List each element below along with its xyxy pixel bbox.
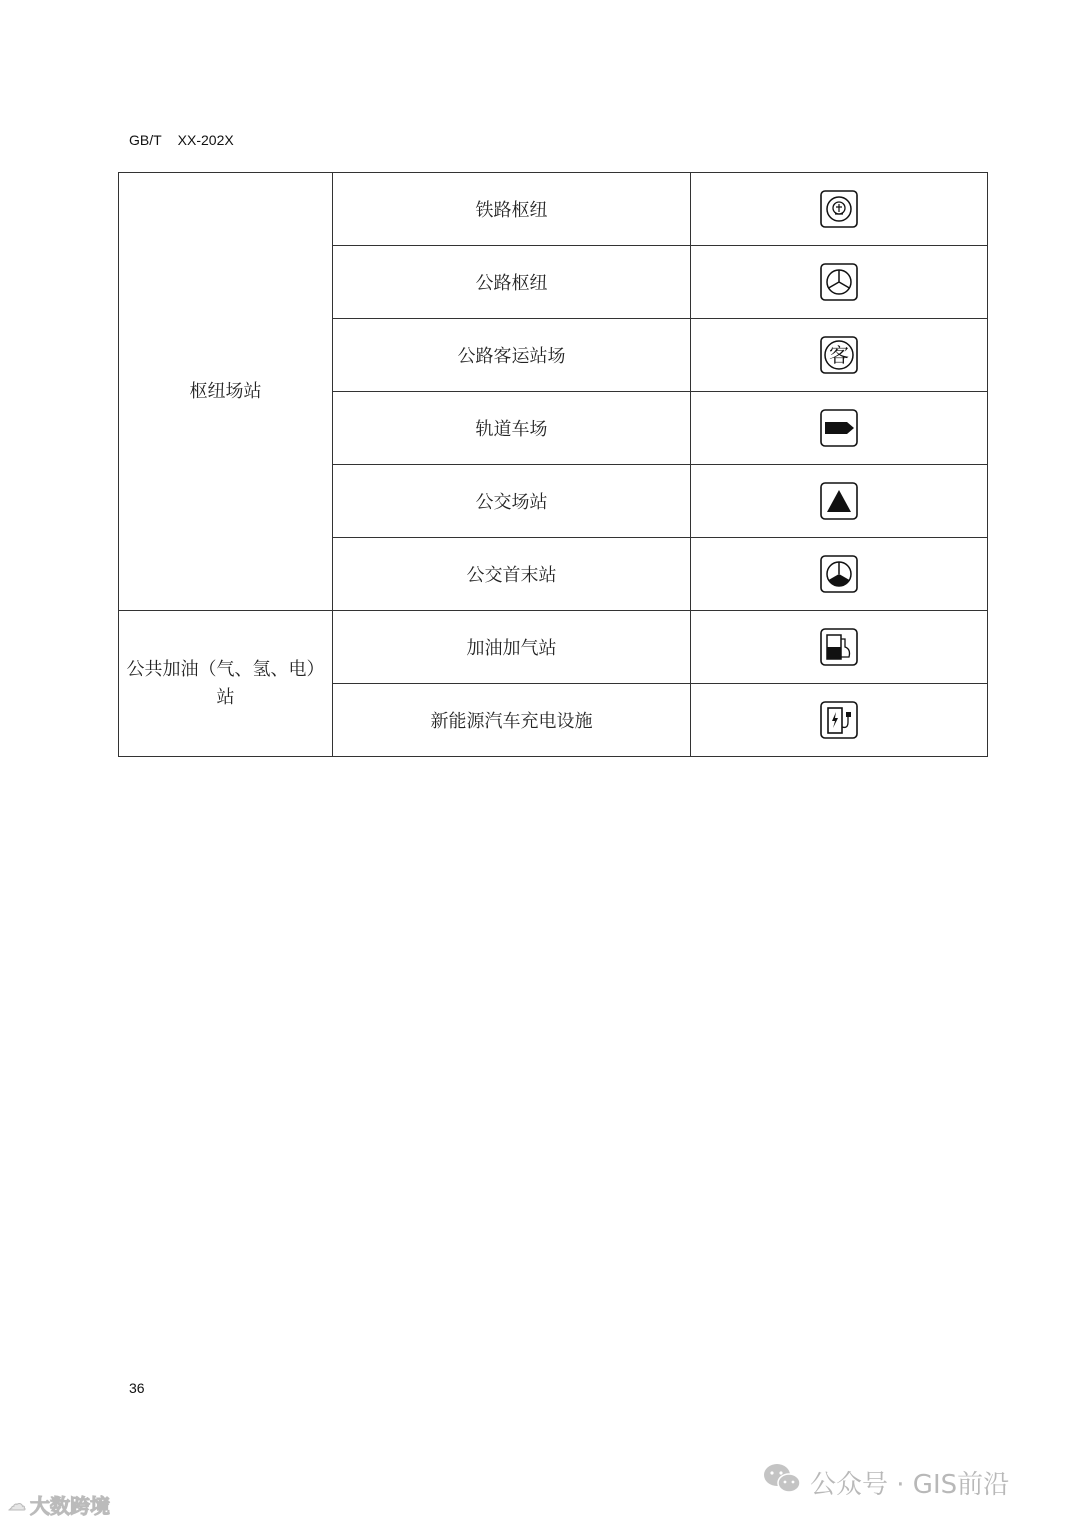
svg-text:客: 客	[829, 343, 849, 367]
rail-depot-icon	[820, 409, 858, 447]
symbol-cell	[691, 392, 988, 465]
item-name: 新能源汽车充电设施	[430, 711, 593, 732]
item-name-cell	[333, 538, 691, 611]
highway-hub-icon	[820, 263, 858, 301]
standard-prefix: GB/T	[129, 132, 162, 148]
standard-code: XX-202X	[177, 132, 234, 148]
watermark-left-text: 大数跨境	[30, 1494, 110, 1518]
item-name-cell	[333, 684, 691, 757]
category-cell	[119, 173, 333, 611]
item-name: 公交场站	[475, 492, 548, 513]
symbol-cell	[691, 611, 988, 684]
symbol-cell	[691, 319, 988, 392]
fuel-station-icon	[820, 628, 858, 666]
watermark-logo-icon: ☁	[8, 1494, 26, 1515]
category-label: 枢纽场站	[189, 380, 262, 402]
symbol-cell	[691, 246, 988, 319]
item-name-cell	[333, 173, 691, 246]
watermark-right	[762, 1462, 1009, 1503]
item-name: 公路客运站场	[457, 346, 566, 367]
passenger-station-icon	[820, 336, 858, 374]
table-row	[119, 611, 988, 684]
item-name-cell	[333, 319, 691, 392]
item-name-cell	[333, 392, 691, 465]
symbol-cell	[691, 538, 988, 611]
item-name-cell	[333, 246, 691, 319]
symbol-cell	[691, 173, 988, 246]
symbol-legend-table	[118, 172, 988, 757]
item-name: 公交首末站	[466, 565, 557, 586]
item-name: 公路枢纽	[475, 273, 548, 294]
category-label-line2: 站	[216, 686, 235, 708]
watermark-left	[8, 1490, 110, 1519]
wechat-icon	[762, 1462, 802, 1503]
item-name: 铁路枢纽	[475, 200, 548, 221]
item-name: 加油加气站	[466, 638, 557, 659]
item-name-cell	[333, 611, 691, 684]
item-name-cell	[333, 465, 691, 538]
railway-hub-icon	[820, 190, 858, 228]
document-header	[129, 132, 234, 148]
category-cell	[119, 611, 333, 757]
ev-charging-icon	[820, 701, 858, 739]
bus-terminal-icon	[820, 555, 858, 593]
page-number: 36	[129, 1380, 145, 1396]
bus-depot-icon	[820, 482, 858, 520]
table-row	[119, 173, 988, 246]
symbol-cell	[691, 465, 988, 538]
watermark-right-text: 公众号 · GIS前沿	[810, 1470, 1010, 1500]
symbol-cell	[691, 684, 988, 757]
item-name: 轨道车场	[475, 419, 548, 440]
category-label-line1: 公共加油（气、氢、电）	[126, 658, 325, 680]
